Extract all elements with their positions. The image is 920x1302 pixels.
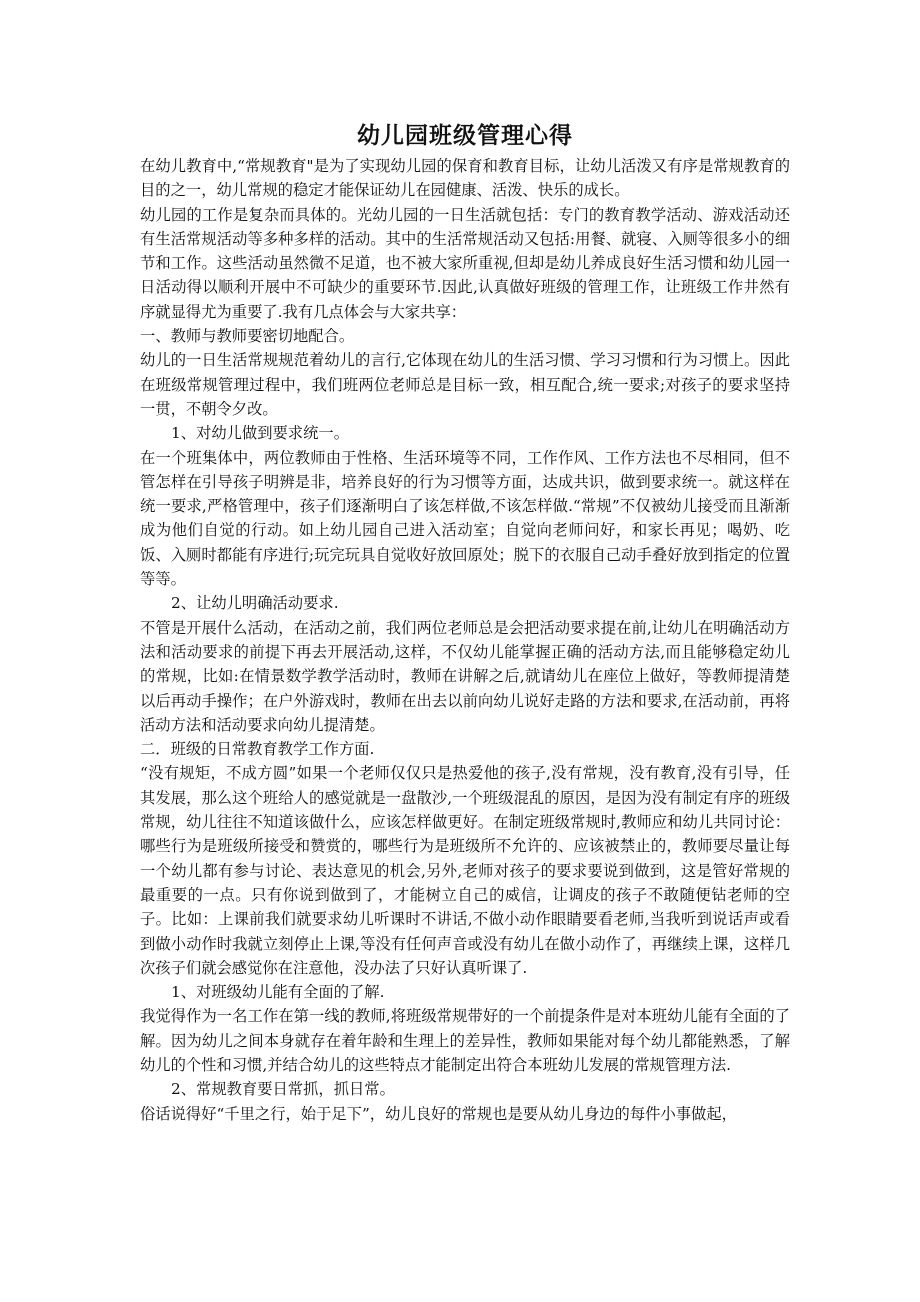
body-paragraph: “没有规矩，不成方圆”如果一个老师仅仅只是热爱他的孩子,没有常规，没有教育,没有引导，任其发展，那么这个班给人的感觉就是一盘散沙,一个班级混乱的原因，是因为没有制定有序的班级常规，幼儿往往不知道该做什么，应该怎样做更好。在制定班级常规时,教师应和幼儿共同讨论：哪些行为是班级所接受和赞赏的，哪些行为是班级所不允许的、应该被禁止的，教师要尽量让每一个幼儿都有参与讨论、表达意见的机会,另外,老师对孩子的要求要说到做到，这是管好常规的最重要的一点。只有你说到做到了，才能树立自己的威信，让调皮的孩子不敢随便钻老师的空子。比如：上课前我们就要求幼儿听课时不讲话,不做小动作眼睛要看老师,当我听到说话声或看到做小动作时我就立刻停止上课,等没有任何声音或没有幼儿在做小动作了，再继续上课，这样几次孩子们就会感觉你在注意他，没办法了只好认真听课了.	[140, 764, 790, 977]
body-paragraph: 在幼儿教育中,“常规教育"是为了实现幼儿园的保育和教育目标，让幼儿活泼又有序是常规教育的目的之一，幼儿常规的稳定才能保证幼儿在园健康、活泼、快乐的成长。	[140, 157, 790, 200]
document-body	[140, 154, 790, 1126]
document-page	[140, 118, 790, 1126]
sub-heading-paragraph: 1、对班级幼儿能有全面的了解.	[171, 983, 385, 1002]
body-paragraph: 二．班级的日常教育教学工作方面.	[140, 740, 375, 759]
body-paragraph: 一、教师与教师要密切地配合。	[140, 327, 355, 346]
sub-heading-paragraph: 1、对幼儿做到要求统一。	[171, 424, 349, 443]
body-paragraph: 不管是开展什么活动，在活动之前，我们两位老师总是会把活动要求提在前,让幼儿在明确活动方法和活动要求的前提下再去开展活动,这样，不仅幼儿能掌握正确的活动方法,而且能够稳定幼儿的常规，比如:在情景数学教学活动时，教师在讲解之后,就请幼儿在座位上做好，等教师提清楚以后再动手操作；在户外游戏时，教师在出去以前向幼儿说好走路的方法和要求,在活动前，再将活动方法和活动要求向幼儿提清楚。	[140, 618, 790, 734]
body-paragraph: 我觉得作为一名工作在第一线的教师,将班级常规带好的一个前提条件是对本班幼儿能有全面的了解。因为幼儿之间本身就存在着年龄和生理上的差异性，教师如果能对每个幼儿都能熟悉，了解幼儿的个性和习惯,并结合幼儿的这些特点才能制定出符合本班幼儿发展的常规管理方法.	[140, 1007, 790, 1074]
sub-heading-paragraph: 2、让幼儿明确活动要求.	[171, 594, 339, 613]
document-title: 幼儿园班级管理心得	[357, 123, 573, 149]
sub-heading-paragraph: 2、常规教育要日常抓，抓日常。	[171, 1080, 395, 1099]
body-paragraph: 在一个班集体中，两位教师由于性格、生活环境等不同，工作作风、工作方法也不尽相同，但不管怎样在引导孩子明辨是非，培养良好的行为习惯等方面，达成共识，做到要求统一。就这样在统一要求,严格管理中，孩子们逐渐明白了该怎样做,不该怎样做.“常规”不仅被幼儿接受而且渐渐成为他们自觉的行动。如上幼儿园自己进入活动室；自觉向老师问好，和家长再见；喝奶、吃饭、入厕时都能有序进行;玩完玩具自觉收好放回原处；脱下的衣服自己动手叠好放到指定的位置等等。	[140, 448, 790, 589]
body-paragraph: 俗话说得好“千里之行，始于足下”，幼儿良好的常规也是要从幼儿身边的每件小事做起，	[140, 1104, 737, 1123]
body-paragraph: 幼儿园的工作是复杂而具体的。光幼儿园的一日生活就包括：专门的教育教学活动、游戏活动还有生活常规活动等多种多样的活动。其中的生活常规活动又包括:用餐、就寝、入厕等很多小的细节和工作。这些活动虽然微不足道，也不被大家所重视,但却是幼儿养成良好生活习惯和幼儿园一日活动得以顺利开展中不可缺少的重要环节.因此,认真做好班级的管理工作，让班级工作井然有序就显得尤为重要了.我有几点体会与大家共享：	[140, 205, 790, 321]
body-paragraph: 幼儿的一日生活常规规范着幼儿的言行,它体现在幼儿的生活习惯、学习习惯和行为习惯上。因此在班级常规管理过程中，我们班两位老师总是目标一致，相互配合,统一要求;对孩子的要求坚持一贯，不朝令夕改。	[140, 351, 790, 418]
